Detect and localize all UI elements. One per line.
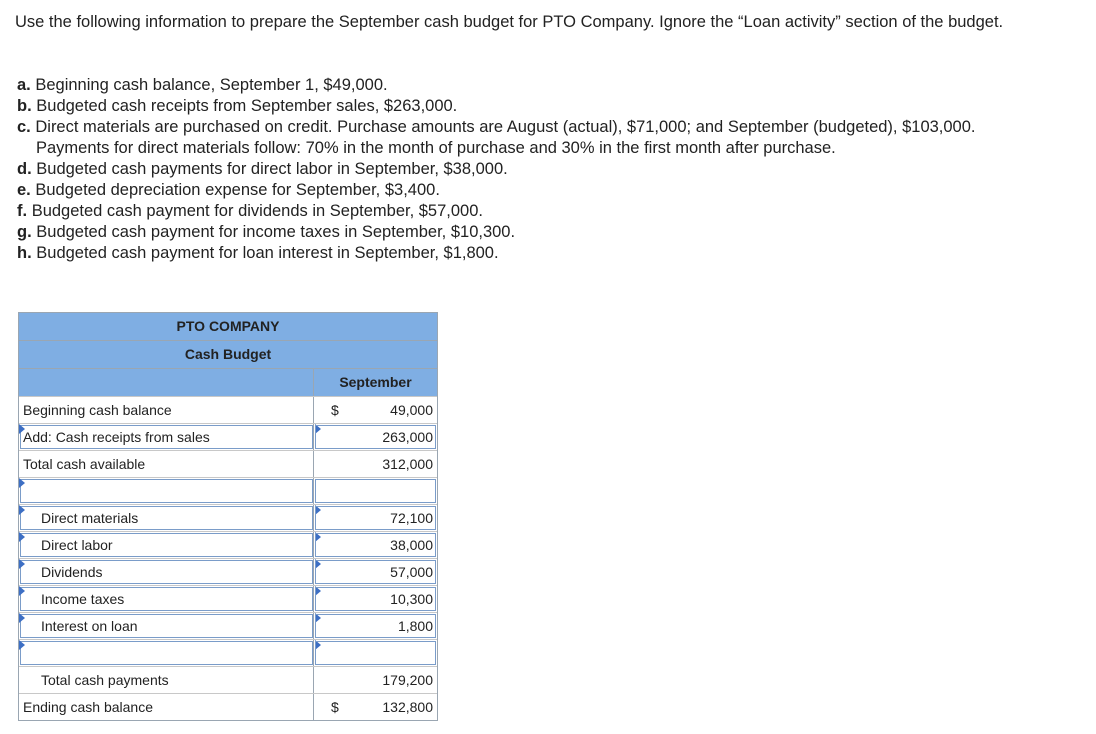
row-value-input[interactable]: 263,000: [314, 424, 437, 450]
company-header-row: [19, 313, 437, 340]
input-marker-icon: [19, 613, 25, 623]
table-row: [19, 666, 437, 693]
table-row: [19, 423, 437, 450]
table-row: [19, 450, 437, 477]
table-row: [19, 585, 437, 612]
row-label: Total cash payments: [19, 667, 314, 693]
instructions-text: Use the following information to prepare the September cash budget for PTO Company. Ignore the “Loan activity” section of the budget.: [15, 13, 1004, 31]
row-value-input[interactable]: 57,000: [314, 559, 437, 585]
list-item: a. Beginning cash balance, September 1, $49,000.: [17, 76, 388, 94]
row-value: 179,200: [382, 672, 433, 688]
input-marker-icon: [19, 505, 25, 515]
table-row: [19, 639, 437, 666]
list-item: b. Budgeted cash receipts from September sales, $263,000.: [17, 97, 458, 115]
row-value: [314, 478, 437, 504]
column-header-row: [19, 368, 437, 396]
input-marker-icon: [19, 424, 25, 434]
row-value: 312,000: [382, 456, 433, 472]
row-label-input[interactable]: Add: Cash receipts from sales: [19, 424, 314, 450]
cash-budget-table: [18, 312, 438, 721]
input-marker-icon: [19, 478, 25, 488]
row-value-input[interactable]: 1,800: [314, 613, 437, 639]
list-item: g. Budgeted cash payment for income taxes in September, $10,300.: [17, 223, 516, 241]
row-label-input[interactable]: [19, 640, 314, 666]
row-value-input[interactable]: 72,100: [314, 505, 437, 531]
table-row: [19, 504, 437, 531]
row-value-input[interactable]: 10,300: [314, 586, 437, 612]
table-row: [19, 477, 437, 504]
company-name: PTO COMPANY: [176, 318, 280, 334]
list-item: f. Budgeted cash payment for dividends in September, $57,000.: [17, 202, 483, 220]
list-item: h. Budgeted cash payment for loan interest in September, $1,800.: [17, 244, 499, 262]
budget-title: Cash Budget: [184, 346, 272, 362]
table-row: [19, 693, 437, 720]
row-value: $ 132,800: [331, 699, 433, 715]
table-row: [19, 396, 437, 423]
row-value-input[interactable]: 38,000: [314, 532, 437, 558]
row-label-input[interactable]: Direct labor: [19, 532, 314, 558]
given-information-list: [17, 75, 1092, 264]
table-row: [19, 558, 437, 585]
table-row: [19, 531, 437, 558]
column-header-september: September: [339, 374, 412, 390]
input-marker-icon: [19, 559, 25, 569]
list-item: c. Direct materials are purchased on credit. Purchase amounts are August (actual), $71,000; and September (budgeted), $103,000. Payments for direct materials follow: 70% in the month of purchase and 30% in the first month after purchase.: [17, 118, 976, 157]
input-marker-icon: [19, 586, 25, 596]
input-marker-icon: [19, 532, 25, 542]
row-label-input[interactable]: Income taxes: [19, 586, 314, 612]
row-label-input[interactable]: Interest on loan: [19, 613, 314, 639]
table-row: [19, 612, 437, 639]
row-label: Beginning cash balance: [19, 397, 314, 423]
row-value-input[interactable]: [314, 640, 437, 666]
row-value: $ 49,000: [331, 402, 433, 418]
list-item: e. Budgeted depreciation expense for September, $3,400.: [17, 181, 440, 199]
row-label: Ending cash balance: [19, 694, 314, 720]
title-header-row: [19, 340, 437, 368]
input-marker-icon: [19, 640, 25, 650]
row-label: Total cash available: [19, 451, 314, 477]
row-label-input[interactable]: Dividends: [19, 559, 314, 585]
list-item: d. Budgeted cash payments for direct labor in September, $38,000.: [17, 160, 508, 178]
row-label-input[interactable]: Direct materials: [19, 505, 314, 531]
row-label-input[interactable]: [19, 478, 314, 504]
